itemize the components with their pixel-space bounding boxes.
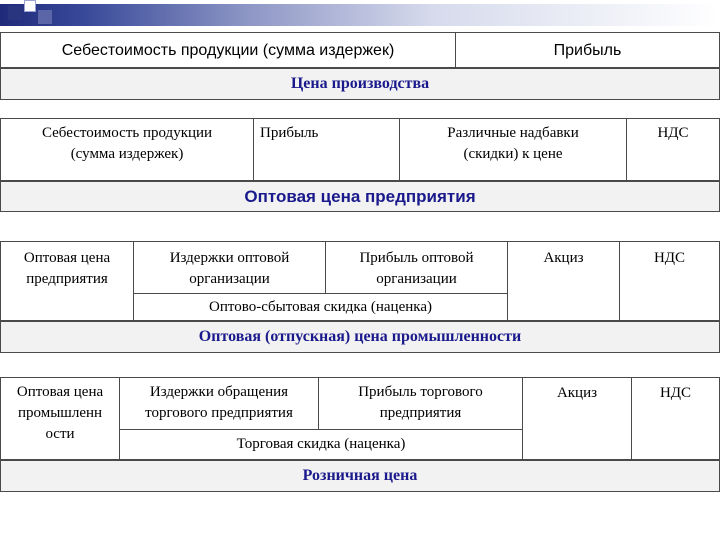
row3-profit-line1: Прибыль оптовой — [359, 250, 474, 266]
band-production-price — [0, 68, 720, 100]
decor-square-dark — [8, 6, 22, 20]
row4-wholesale-line1: Оптовая цена — [16, 384, 104, 400]
row3-excise-text: Акциз — [543, 250, 584, 266]
decor-square-light — [24, 0, 36, 12]
row4-profit-line1: Прибыль торгового — [358, 384, 483, 400]
row3-costs-line1: Издержки оптовой — [169, 250, 290, 266]
row2-cost-line2: (сумма издержек) — [70, 146, 184, 162]
band-enterprise-wholesale-price — [0, 181, 720, 212]
row4-discount-text: Торговая скидка (наценка) — [236, 436, 406, 452]
row4-wholesale-line3: ости — [45, 426, 75, 442]
row4-costs-cell — [119, 377, 319, 430]
row3-vat-text: НДС — [653, 250, 686, 266]
row3-costs-line2: организации — [189, 271, 270, 287]
row2-markups-line1: Различные надбавки — [447, 125, 579, 141]
header-gradient-bar — [0, 4, 720, 26]
row4-costs-line1: Издержки обращения — [149, 384, 289, 400]
row3-discount-cell — [133, 293, 508, 321]
band-production-price-text: Цена производства — [290, 75, 430, 92]
row3-wholesale-cell — [0, 241, 134, 321]
row4-costs-line2: торгового предприятия — [145, 405, 293, 421]
band-enterprise-wholesale-price-text: Оптовая цена предприятия — [244, 186, 476, 206]
row3-costs-cell — [133, 241, 326, 294]
row2-profit-text: Прибыль — [260, 125, 319, 141]
row2-cost-cell — [0, 118, 254, 181]
row2-vat-text: НДС — [657, 125, 689, 141]
row1-profit-text: Прибыль — [553, 41, 622, 59]
row3-profit-line2: организации — [376, 271, 457, 287]
row4-profit-cell — [318, 377, 523, 430]
decor-square-mid — [38, 10, 52, 24]
row4-wholesale-line2: промышленн — [17, 405, 103, 421]
row2-profit-cell — [253, 118, 400, 181]
row2-markups-cell — [399, 118, 627, 181]
row3-profit-cell — [325, 241, 508, 294]
row4-wholesale-cell — [0, 377, 120, 460]
row1-cost-cell — [0, 32, 456, 68]
row3-wholesale-line1: Оптовая цена — [23, 250, 111, 266]
row4-discount-cell — [119, 429, 523, 460]
row2-markups-line2: (скидки) к цене — [463, 146, 563, 162]
row4-excise-cell — [522, 377, 632, 460]
row2-cost-line1: Себестоимость продукции — [41, 125, 213, 141]
row4-vat-text: НДС — [659, 385, 692, 401]
row1-profit-cell — [455, 32, 720, 68]
row3-discount-text: Оптово-сбытовая скидка (наценка) — [209, 298, 432, 315]
band-industry-wholesale-price — [0, 321, 720, 353]
row4-profit-line2: предприятия — [379, 405, 462, 421]
band-industry-wholesale-price-text: Оптовая (отпускная) цена промышленности — [198, 328, 522, 345]
row2-vat-cell — [626, 118, 720, 181]
row4-vat-cell — [631, 377, 720, 460]
row3-vat-cell — [619, 241, 720, 321]
row1-cost-text: Себестоимость продукции (сумма издержек) — [61, 41, 395, 59]
band-retail-price — [0, 460, 720, 492]
row3-excise-cell — [507, 241, 620, 321]
row3-wholesale-line2: предприятия — [26, 271, 108, 287]
band-retail-price-text: Розничная цена — [302, 467, 418, 484]
row4-excise-text: Акциз — [556, 385, 598, 401]
